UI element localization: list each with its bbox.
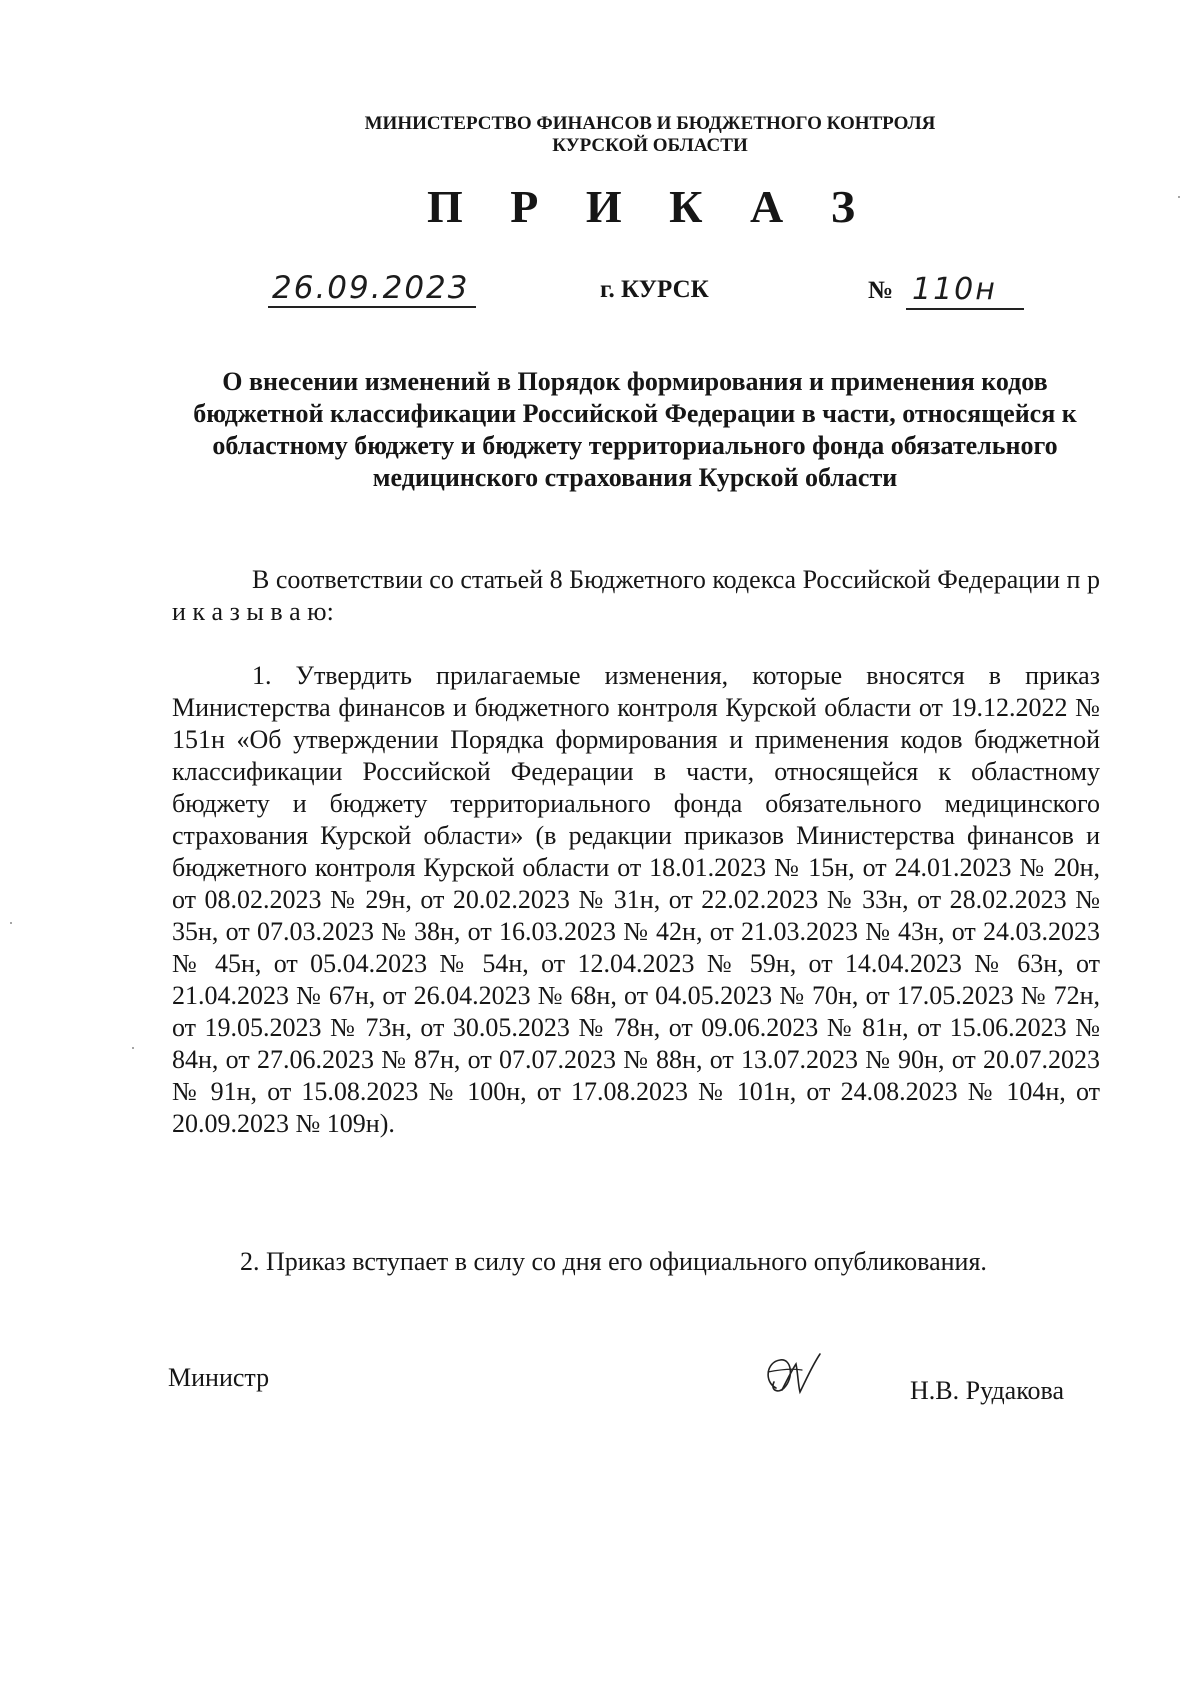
scan-speck [10, 922, 12, 924]
item-2-paragraph: 2. Приказ вступает в силу со дня его официального опубликования. [240, 1247, 987, 1276]
signatory-name: Н.В. Рудакова [910, 1376, 1064, 1405]
ministry-header [250, 113, 1050, 157]
order-subject: О внесении изменений в Порядок формирования и применения кодов бюджетной классификации Российской Федерации в части, относящейся к областному бюджету и бюджету территориального фонда обязательного медицинского страхования Курской области [193, 367, 1077, 492]
handwritten-date: 26.09.2023 [272, 270, 470, 306]
date-field [268, 270, 476, 308]
order-number [868, 272, 1028, 308]
ministry-name-line1: МИНИСТЕРСТВО ФИНАНСОВ И БЮДЖЕТНОГО КОНТРОЛЯ [364, 113, 936, 134]
scan-speck [1178, 196, 1180, 198]
handwritten-number: 110н [912, 272, 997, 307]
signatory-position: Министр [168, 1363, 270, 1392]
handwritten-signature [756, 1348, 826, 1404]
number-sign: № [868, 277, 894, 304]
item-1-paragraph: 1. Утвердить прилагаемые изменения, которые вносятся в приказ Министерства финансов и бюджетного контроля Курской области от 19.12.2022 № 151н «Об утверждении Порядка формирования и применения кодов бюджетной классификации Российской Федерации в части, относящейся к областному бюджету и бюджету территориального фонда обязательного медицинского страхования Курской области» (в редакции приказов Министерства финансов и бюджетного контроля Курской области от 18.01.2023 № 15н, от 24.01.2023 № 20н, от 08.02.2023 № 29н, от 20.02.2023 № 31н, от 22.02.2023 № 33н, от 28.02.2023 № 35н, от 07.03.2023 № 38н, от 16.03.2023 № 42н, от 21.03.2023 № 43н, от 24.03.2023 № 45н, от 05.04.2023 № 54н, от 12.04.2023 № 59н, от 14.04.2023 № 63н, от 21.04.2023 № 67н, от 26.04.2023 № 68н, от 04.05.2023 № 70н, от 17.05.2023 № 72н, от 19.05.2023 № 73н, от 30.05.2023 № 78н, от 09.06.2023 № 81н, от 15.06.2023 № 84н, от 27.06.2023 № 87н, от 07.07.2023 № 88н, от 13.07.2023 № 90н, от 20.07.2023 № 91н, от 15.08.2023 № 100н, от 17.08.2023 № 101н, от 24.08.2023 № 104н, от 20.09.2023 № 109н). [172, 661, 1100, 1138]
city-label: г. КУРСК [600, 276, 709, 303]
scan-speck [132, 1047, 134, 1049]
document-type-title: П Р И К А З [426, 181, 873, 232]
ministry-name-line2: КУРСКОЙ ОБЛАСТИ [552, 135, 748, 156]
number-field [906, 272, 1024, 310]
intro-paragraph: В соответствии со статьей 8 Бюджетного кодекса Российской Федерации п р и к а з ы в а ю: [172, 565, 1100, 626]
